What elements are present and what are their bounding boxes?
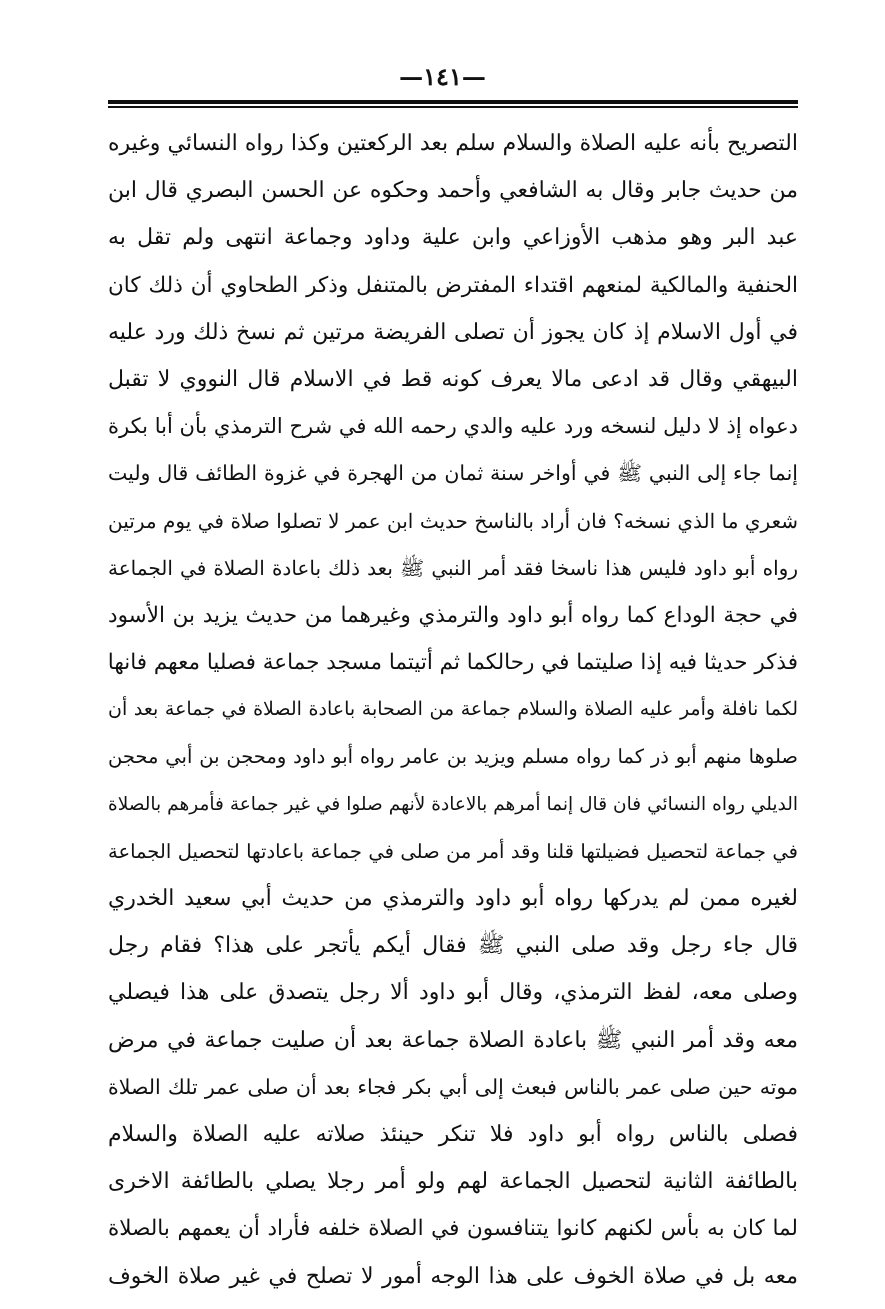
header-rule	[108, 100, 798, 104]
text-line: قال جاء رجل وقد صلى النبي ﷺ فقال أيكم يأتجر على هذا؟ فقام رجل	[108, 933, 798, 959]
text-line: شعري ما الذي نسخه؟ فان أراد بالناسخ حديث ابن عمر لا تصلوا صلاة في يوم مرتين	[108, 508, 798, 533]
header-rule-thin	[108, 106, 798, 108]
text-line: معه وقد أمر النبي ﷺ باعادة الصلاة جماعة بعد أن صليت جماعة في مرض	[108, 1027, 798, 1053]
text-line: دعواه إذ لا دليل لنسخه ورد عليه والدي رحمه الله في شرح الترمذي بأن أبا بكرة	[108, 414, 798, 439]
text-line: صلوها منهم أبو ذر كما رواه مسلم ويزيد بن عامر رواه أبو داود ومحجن بن أبي محجن	[108, 745, 798, 769]
text-line: موته حين صلى عمر بالناس فبعث إلى أبي بكر فجاء بعد أن صلى عمر تلك الصلاة	[108, 1074, 798, 1099]
text-line: الحنفية والمالكية لمنعهم اقتداء المفترض بالمتنفل وذكر الطحاوي أن ذلك كان	[108, 272, 798, 298]
text-line: لما كان به بأس لكنهم كانوا يتنافسون في الصلاة خلفه فأراد أن يعمهم بالصلاة	[108, 1216, 798, 1242]
text-line: فصلى بالناس رواه أبو داود فلا تنكر حينئذ صلاته عليه الصلاة والسلام	[108, 1121, 798, 1147]
text-line: في حجة الوداع كما رواه أبو داود والترمذي وغيرهما من حديث يزيد بن الأسود	[108, 602, 798, 628]
text-line: الديلي رواه النسائي فان قال إنما أمرهم بالاعادة لأنهم صلوا في غير جماعة فأمرهم بالصلاة	[108, 793, 798, 815]
text-line: إنما جاء إلى النبي ﷺ في أواخر سنة ثمان من الهجرة في غزوة الطائف قال وليت	[108, 461, 798, 486]
text-line: رواه أبو داود فليس هذا ناسخا فقد أمر النبي ﷺ بعد ذلك باعادة الصلاة في الجماعة	[108, 555, 798, 580]
text-line: في أول الاسلام إذ كان يجوز أن تصلى الفريضة مرتين ثم نسخ ذلك ورد عليه	[108, 319, 798, 345]
text-line: البيهقي وقال قد ادعى مالا يعرف كونه قط في الاسلام قال النووي لا تقبل	[108, 366, 798, 392]
text-line: عبد البر وهو مذهب الأوزاعي وابن علية وداود وجماعة انتهى ولم تقل به	[108, 225, 798, 251]
text-line: لكما نافلة وأمر عليه الصلاة والسلام جماعة من الصحابة باعادة الصلاة في جماعة بعد أن	[108, 698, 798, 721]
text-line: في جماعة لتحصيل فضيلتها قلنا وقد أمر من صلى في جماعة باعادتها لتحصيل الجماعة	[108, 839, 798, 863]
text-line: فذكر حديثا فيه إذا صليتما في رحالكما ثم أتيتما مسجد جماعة فصليا معهم فانها	[108, 650, 798, 676]
body-text	[108, 120, 798, 1300]
text-line: من حديث جابر وقال به الشافعي وأحمد وحكوه عن الحسن البصري قال ابن	[108, 178, 798, 204]
text-line: معه بل في صلاة الخوف على هذا الوجه أمور لا تصلح في غير صلاة الخوف	[108, 1263, 798, 1289]
page-number: —١٤١—	[399, 62, 486, 91]
text-line: لغيره ممن لم يدركها رواه أبو داود والترمذي من حديث أبي سعيد الخدري	[108, 886, 798, 911]
text-line: بالطائفة الثانية لتحصيل الجماعة لهم ولو أمر رجلا يصلي بالطائفة الاخرى	[108, 1169, 798, 1195]
text-line: وصلى معه، لفظ الترمذي، وقال أبو داود ألا رجل يتصدق على هذا فيصلي	[108, 980, 798, 1006]
text-line: التصريح بأنه عليه الصلاة والسلام سلم بعد الركعتين وكذا رواه النسائي وغيره	[108, 131, 798, 156]
